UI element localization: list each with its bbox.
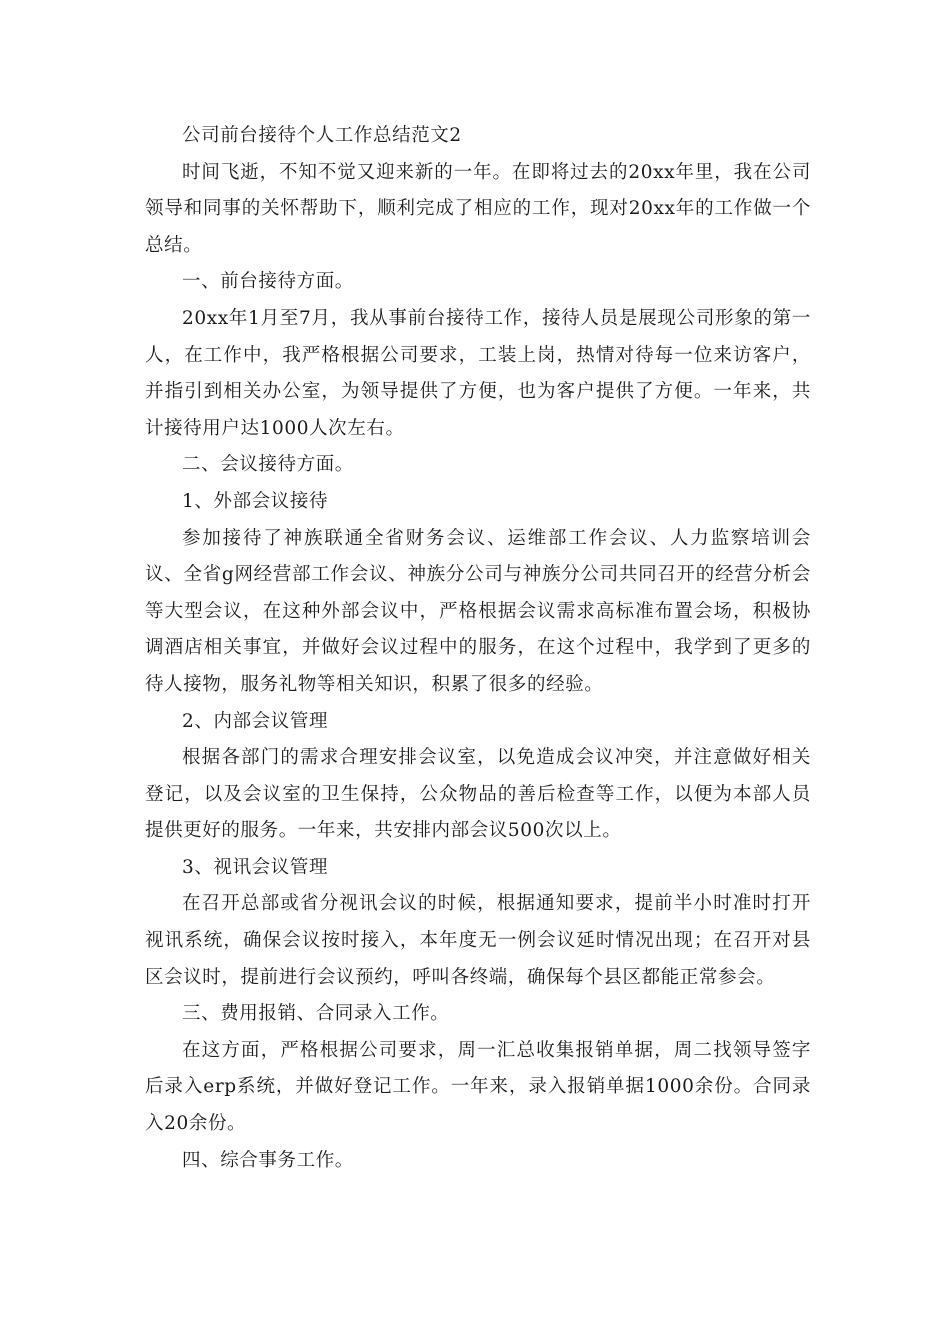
section-heading-reception: 一、前台接待方面。 xyxy=(182,271,354,293)
section-heading-expenses: 三、费用报销、合同录入工作。 xyxy=(182,1003,450,1025)
internal-meetings-paragraph: 根据各部门的需求合理安排会议室，以免造成会议冲突，并注意做好相关登记，以及会议室的卫生保持，公众物品的善后检查等工作，以便为本部人员提供更好的服务。一年来，共安排内部会议500次以上。 xyxy=(145,747,811,842)
expenses-paragraph: 在这方面，严格根据公司要求，周一汇总收集报销单据，周二找领导签字后录入erp系统，并做好登记工作。一年来，录入报销单据1000余份。合同录入20余份。 xyxy=(145,1039,811,1135)
section-heading-meetings: 二、会议接待方面。 xyxy=(182,454,354,476)
subheading-internal-meetings: 2、内部会议管理 xyxy=(182,710,329,732)
intro-paragraph: 时间飞逝，不知不觉又迎来新的一年。在即将过去的20xx年里，我在公司领导和同事的关怀帮助下，顺利完成了相应的工作，现对20xx年的工作做一个总结。 xyxy=(145,161,811,256)
reception-paragraph: 20xx年1月至7月，我从事前台接待工作，接待人员是展现公司形象的第一人，在工作中，我严格根据公司要求，工装上岗，热情对待每一位来访客户，并指引到相关办公室，为领导提供了方便，也为客户提供了方便。一年来，共计接待用户达1000人次左右。 xyxy=(145,307,811,439)
document-title: 公司前台接待个人工作总结范文2 xyxy=(182,125,462,146)
external-meetings-paragraph: 参加接待了神族联通全省财务会议、运维部工作会议、人力监察培训会议、全省g网经营部工作会议、神族分公司与神族分公司共同召开的经营分析会等大型会议，在这种外部会议中，严格根据会议需求高标准布置会场，积极协调酒店相关事宜，并做好会议过程中的服务，在这个过程中，我学到了更多的待人接物，服务礼物等相关知识，积累了很多的经验。 xyxy=(145,527,811,695)
video-meetings-paragraph: 在召开总部或省分视讯会议的时候，根据通知要求，提前半小时准时打开视讯系统，确保会议按时接入，本年度无一例会议延时情况出现；在召开对县区会议时，提前进行会议预约，呼叫各终端，确保每个县区都能正常参会。 xyxy=(145,893,811,988)
subheading-video-meetings: 3、视讯会议管理 xyxy=(182,856,329,878)
subheading-external-meetings: 1、外部会议接待 xyxy=(182,490,329,512)
section-heading-general-affairs: 四、综合事务工作。 xyxy=(182,1149,354,1171)
document-body xyxy=(145,118,811,1179)
